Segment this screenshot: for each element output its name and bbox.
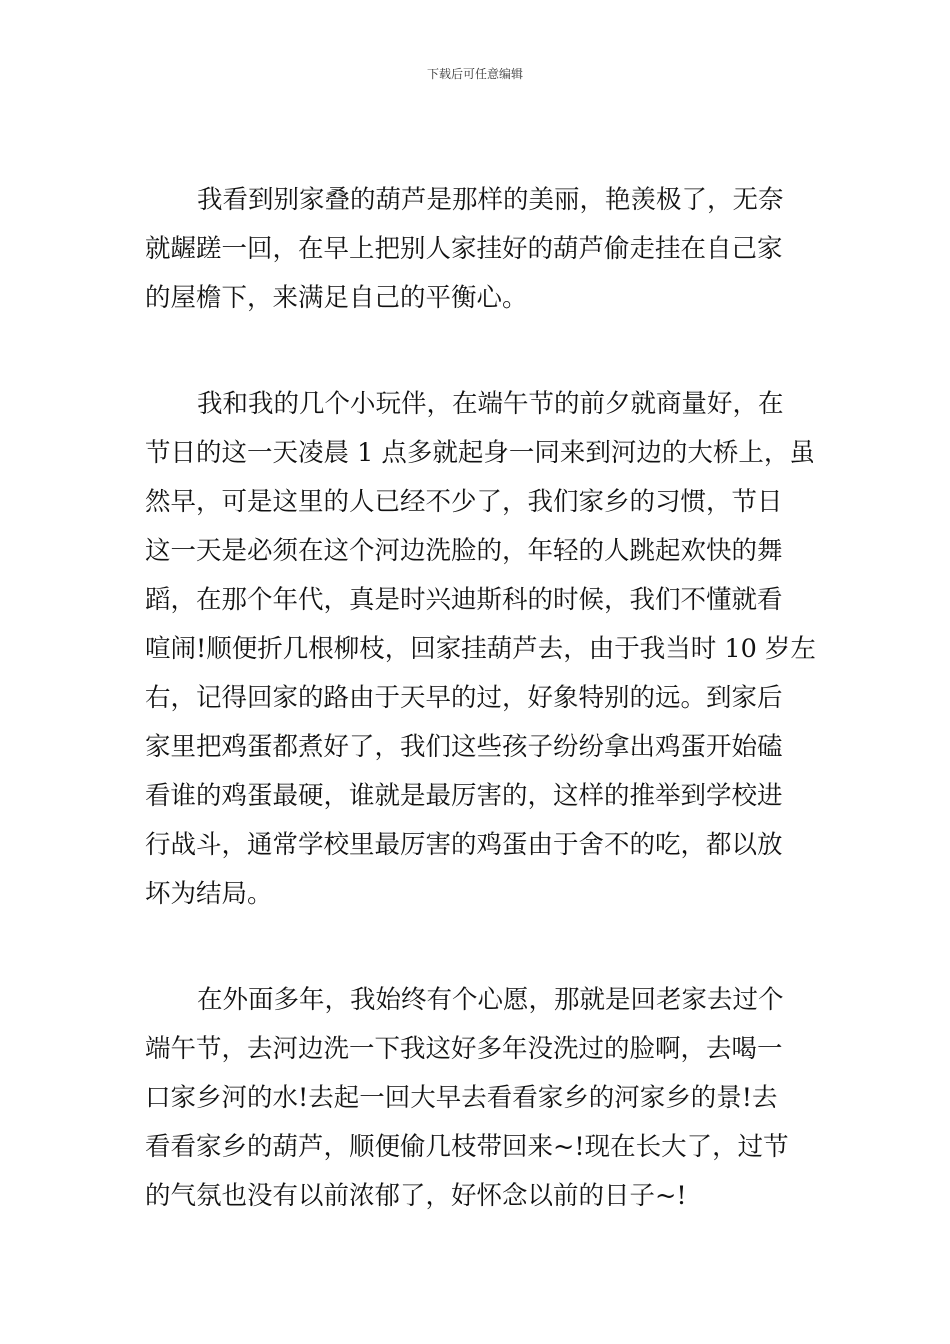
paragraph-line: 喧闹!顺便折几根柳枝，回家挂葫芦去，由于我当时 10 岁左 — [145, 634, 816, 664]
paragraph-line: 在外面多年，我始终有个心愿，那就是回老家去过个 — [197, 985, 784, 1015]
paragraph-line: 我和我的几个小玩伴，在端午节的前夕就商量好，在 — [197, 389, 784, 419]
paragraph-line: 然早，可是这里的人已经不少了，我们家乡的习惯，节日 — [145, 487, 783, 517]
paragraph-line: 看看家乡的葫芦，顺便偷几枝带回来~!现在长大了，过节 — [145, 1132, 789, 1162]
paragraph-line: 节日的这一天凌晨 1 点多就起身一同来到河边的大桥上，虽 — [145, 438, 815, 468]
paragraph-line: 右，记得回家的路由于天早的过，好象特别的远。到家后 — [145, 683, 783, 713]
paragraph-line: 看谁的鸡蛋最硬，谁就是最厉害的，这样的推举到学校进 — [145, 781, 783, 811]
paragraph-line: 这一天是必须在这个河边洗脸的，年轻的人跳起欢快的舞 — [145, 536, 783, 566]
paragraph-3 — [145, 976, 807, 1221]
document-body — [145, 176, 816, 1278]
paragraph-line: 蹈，在那个年代，真是时兴迪斯科的时候，我们不懂就看 — [145, 585, 783, 615]
paragraph-2 — [145, 380, 816, 919]
paragraph-line: 我看到别家叠的葫芦是那样的美丽，艳羡极了，无奈 — [197, 185, 784, 215]
paragraph-line: 就龌蹉一回，在早上把别人家挂好的葫芦偷走挂在自己家 — [145, 234, 783, 264]
paragraph-line: 的屋檐下，来满足自己的平衡心。 — [145, 283, 528, 313]
paragraph-line: 口家乡河的水!去起一回大早去看看家乡的河家乡的景!去 — [145, 1083, 778, 1113]
paragraph-line: 家里把鸡蛋都煮好了，我们这些孩子纷纷拿出鸡蛋开始磕 — [145, 732, 783, 762]
page-header-note: 下载后可任意编辑 — [426, 67, 523, 81]
paragraph-line: 端午节，去河边洗一下我这好多年没洗过的脸啊，去喝一 — [145, 1034, 783, 1064]
paragraph-line: 行战斗，通常学校里最厉害的鸡蛋由于舍不的吃，都以放 — [145, 830, 783, 860]
paragraph-1 — [145, 176, 807, 323]
paragraph-line: 坏为结局。 — [145, 879, 273, 909]
paragraph-line: 的气氛也没有以前浓郁了，好怀念以前的日子~! — [145, 1181, 687, 1211]
